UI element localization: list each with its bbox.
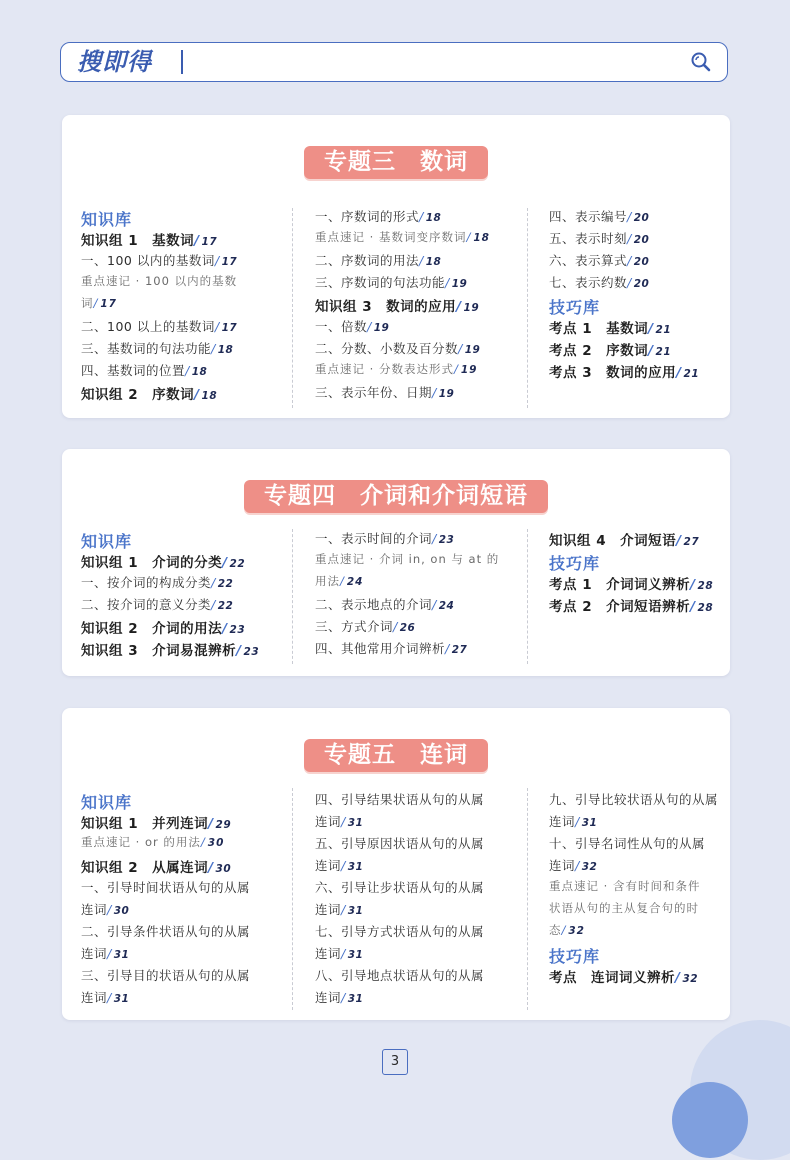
toc-entry[interactable]: [315, 251, 441, 269]
toc-page-number: 23: [438, 534, 455, 546]
toc-group-entry[interactable]: [81, 639, 259, 659]
toc-page-number: 21: [655, 324, 672, 336]
toc-group-entry[interactable]: [81, 856, 231, 876]
page-separator: /: [194, 387, 200, 403]
page-separator: /: [340, 574, 345, 588]
page-separator: /: [575, 858, 580, 873]
toc-entry-text: 用法: [315, 574, 340, 588]
toc-entry[interactable]: [315, 944, 363, 962]
toc-entry-text: 知识组 2 从属连词: [81, 860, 209, 876]
toc-page-number: 19: [464, 344, 481, 356]
toc-page-number: 24: [346, 576, 364, 588]
toc-entry-text: 连词: [315, 902, 342, 917]
toc-entry-text: 三、方式介词: [315, 619, 394, 634]
toc-group-entry[interactable]: [81, 812, 231, 832]
toc-page-number: 18: [201, 390, 218, 402]
toc-entry-text: 技巧库: [549, 554, 601, 573]
page-separator: /: [561, 923, 567, 937]
toc-entry-text: 知识组 1 介词的分类: [81, 555, 223, 571]
toc-entry-text: 重点速记 · 100 以内的基数: [81, 274, 238, 288]
toc-group-entry[interactable]: [549, 339, 671, 359]
toc-entry-text: 考点 2 序数词: [549, 343, 649, 359]
column-divider: [292, 208, 293, 408]
page-separator: /: [675, 970, 681, 986]
page-separator: /: [200, 835, 206, 849]
toc-page-number: 31: [113, 993, 130, 1005]
toc-entry-text: 重点速记 · 基数词变序数词: [315, 230, 467, 244]
toc-entry[interactable]: [549, 229, 649, 247]
decorative-circles: [640, 970, 790, 1160]
toc-group-entry[interactable]: [549, 317, 671, 337]
toc-page-number: 32: [682, 973, 699, 985]
toc-entry-text: 知识库: [81, 532, 133, 551]
toc-page-number: 19: [451, 278, 468, 290]
toc-entry-text: 连词: [315, 858, 342, 873]
page-separator: /: [445, 641, 450, 656]
toc-entry-text: 重点速记 · or 的用法: [81, 835, 201, 849]
page-separator: /: [627, 231, 632, 246]
toc-entry[interactable]: [315, 207, 441, 225]
section-card-numerals: [62, 115, 730, 418]
toc-entry-text: 八、引导地点状语从句的从属: [315, 968, 485, 983]
toc-entry-text: 四、引导结果状语从句的从属: [315, 792, 485, 807]
toc-entry-text: 技巧库: [549, 298, 601, 317]
toc-entry-text: 连词: [315, 990, 342, 1005]
toc-note-entry[interactable]: [315, 361, 477, 377]
toc-note-entry: [549, 900, 699, 916]
toc-entry-text: 连词: [81, 902, 108, 917]
column-divider: [527, 529, 528, 664]
page-separator: /: [627, 209, 632, 224]
toc-entry[interactable]: [315, 317, 389, 335]
toc-entry[interactable]: [315, 988, 363, 1006]
toc-page-number: 31: [581, 817, 598, 829]
toc-note-entry[interactable]: [81, 834, 224, 850]
page-separator: /: [367, 319, 372, 334]
toc-group-entry[interactable]: [81, 551, 245, 571]
section-title: 专题四 介词和介词短语: [244, 480, 548, 513]
toc-entry: [549, 790, 718, 808]
toc-page-number: 30: [215, 863, 232, 875]
column-divider: [527, 208, 528, 408]
page-separator: /: [208, 860, 214, 876]
toc-entry[interactable]: [549, 812, 597, 830]
toc-entry-text: 九、引导比较状语从句的从属: [549, 792, 719, 807]
page-separator: /: [214, 253, 220, 268]
section-heading: [549, 944, 600, 967]
toc-page-number: 28: [697, 580, 714, 592]
toc-entry-text: 二、分数、小数及百分数: [315, 341, 459, 356]
toc-page-number: 17: [201, 236, 218, 248]
page-separator: /: [214, 319, 220, 334]
toc-page-number: 31: [347, 993, 364, 1005]
toc-entry[interactable]: [315, 529, 454, 547]
toc-entry-text: 知识组 1 并列连词: [81, 816, 209, 832]
page-separator: /: [107, 990, 112, 1005]
page-separator: /: [208, 816, 214, 832]
page-separator: /: [648, 343, 654, 359]
toc-page-number: 31: [113, 949, 130, 961]
column-divider: [292, 788, 293, 1010]
toc-entry-text: 考点 1 基数词: [549, 321, 649, 337]
toc-group-entry[interactable]: [315, 295, 479, 315]
page-separator: /: [676, 533, 682, 549]
toc-page-number: 17: [221, 322, 238, 334]
page-separator: /: [419, 209, 424, 224]
toc-page-number: 22: [217, 578, 234, 590]
toc-entry-text: 考点 3 数词的应用: [549, 365, 677, 381]
toc-note-entry: [315, 551, 499, 567]
toc-entry-text: 重点速记 · 分数表达形式: [315, 362, 454, 376]
toc-note-entry[interactable]: [315, 573, 364, 589]
toc-entry-text: 五、引导原因状语从句的从属: [315, 836, 485, 851]
toc-page-number: 30: [207, 837, 225, 849]
section-card-conjunctions: [62, 708, 730, 1020]
toc-entry-text: 知识组 4 介词短语: [549, 533, 677, 549]
section-heading: [81, 790, 132, 813]
toc-page-number: 32: [568, 925, 585, 937]
toc-page-number: 18: [425, 256, 442, 268]
toc-entry[interactable]: [315, 812, 363, 830]
toc-entry[interactable]: [81, 251, 237, 269]
toc-entry-text: 六、表示算式: [549, 253, 628, 268]
page-number: 3: [382, 1049, 408, 1075]
toc-page-number: 17: [100, 298, 117, 310]
section-heading: [81, 529, 132, 552]
toc-entry-text: 知识组 3 数词的应用: [315, 299, 457, 315]
page-separator: /: [627, 253, 632, 268]
toc-entry-text: 知识库: [81, 793, 133, 812]
toc-page-number: 20: [633, 256, 650, 268]
page-separator: /: [341, 858, 346, 873]
toc-entry-text: 考点 1 介词词义辨析: [549, 577, 691, 593]
toc-page-number: 31: [347, 861, 364, 873]
toc-group-entry[interactable]: [549, 573, 713, 593]
toc-page-number: 26: [399, 622, 416, 634]
toc-page-number: 17: [221, 256, 238, 268]
toc-group-entry[interactable]: [549, 595, 713, 615]
toc-entry-text: 十、引导名词性从句的从属: [549, 836, 706, 851]
toc-group-entry[interactable]: [81, 617, 245, 637]
toc-entry-text: 连词: [549, 814, 576, 829]
toc-entry[interactable]: [81, 339, 233, 357]
toc-entry-text: 二、按介词的意义分类: [81, 597, 212, 612]
page-separator: /: [341, 946, 346, 961]
page-separator: /: [107, 902, 112, 917]
toc-page-number: 18: [473, 232, 490, 244]
toc-page-number: 30: [113, 905, 130, 917]
toc-entry[interactable]: [315, 617, 415, 635]
page-separator: /: [222, 621, 228, 637]
page-separator: /: [432, 531, 437, 546]
toc-page-number: 22: [229, 558, 246, 570]
search-cursor: [181, 50, 183, 74]
page-separator: /: [211, 341, 216, 356]
toc-page-number: 18: [217, 344, 234, 356]
section-card-prepositions: [62, 449, 730, 676]
page-separator: /: [458, 341, 463, 356]
toc-group-entry[interactable]: [549, 361, 699, 381]
toc-entry[interactable]: [315, 383, 454, 401]
search-icon[interactable]: [689, 50, 713, 74]
search-bar[interactable]: [60, 42, 728, 82]
page-separator: /: [445, 275, 450, 290]
toc-page-number: 20: [633, 278, 650, 290]
toc-entry[interactable]: [81, 317, 237, 335]
page-separator: /: [393, 619, 398, 634]
toc-entry[interactable]: [315, 900, 363, 918]
toc-entry[interactable]: [315, 639, 467, 657]
toc-page-number: 19: [438, 388, 455, 400]
toc-entry[interactable]: [315, 339, 480, 357]
toc-note-entry[interactable]: [81, 295, 117, 311]
toc-page-number: 31: [347, 817, 364, 829]
toc-note-entry: [81, 273, 237, 289]
toc-page-number: 20: [633, 212, 650, 224]
toc-entry[interactable]: [81, 900, 129, 918]
toc-page-number: 23: [243, 646, 260, 658]
toc-entry-text: 知识组 2 介词的用法: [81, 621, 223, 637]
page-separator: /: [432, 385, 437, 400]
toc-entry[interactable]: [81, 595, 233, 613]
page-separator: /: [575, 814, 580, 829]
page-separator: /: [453, 362, 459, 376]
toc-page-number: 27: [451, 644, 468, 656]
page-separator: /: [456, 299, 462, 315]
toc-group-entry[interactable]: [81, 383, 217, 403]
page-separator: /: [211, 597, 216, 612]
page-separator: /: [690, 599, 696, 615]
page-separator: /: [341, 990, 346, 1005]
toc-entry-text: 知识组 2 序数词: [81, 387, 195, 403]
toc-entry-text: 连词: [81, 946, 108, 961]
page-separator: /: [185, 363, 190, 378]
toc-entry: [81, 922, 250, 940]
toc-page-number: 20: [633, 234, 650, 246]
toc-entry-text: 一、引导时间状语从句的从属: [81, 880, 251, 895]
search-title: 搜即得: [77, 48, 152, 76]
toc-group-entry[interactable]: [81, 229, 217, 249]
toc-entry[interactable]: [315, 856, 363, 874]
toc-entry: [549, 834, 705, 852]
toc-entry: [315, 834, 484, 852]
toc-entry-text: 一、按介词的构成分类: [81, 575, 212, 590]
toc-entry-text: 一、100 以内的基数词: [81, 253, 215, 268]
toc-entry-text: 二、100 以上的基数词: [81, 319, 215, 334]
page-separator: /: [93, 296, 99, 310]
toc-entry-text: 知识组 1 基数词: [81, 233, 195, 249]
toc-entry[interactable]: [549, 251, 649, 269]
toc-note-entry[interactable]: [315, 229, 490, 245]
toc-entry-text: 连词: [81, 990, 108, 1005]
toc-entry-text: 一、表示时间的介词: [315, 531, 433, 546]
toc-entry[interactable]: [549, 207, 649, 225]
page-separator: /: [236, 643, 242, 659]
section-heading: [81, 207, 132, 230]
toc-page-number: 19: [460, 364, 478, 376]
page-separator: /: [676, 365, 682, 381]
toc-entry-text: 三、序数词的句法功能: [315, 275, 446, 290]
toc-page-number: 19: [463, 302, 480, 314]
toc-entry[interactable]: [315, 273, 467, 291]
toc-entry: [315, 922, 484, 940]
toc-entry-text: 六、引导让步状语从句的从属: [315, 880, 485, 895]
toc-page-number: 27: [683, 536, 700, 548]
toc-entry-text: 知识库: [81, 210, 133, 229]
toc-entry-text: 七、引导方式状语从句的从属: [315, 924, 485, 939]
toc-entry-text: 三、表示年份、日期: [315, 385, 433, 400]
toc-entry-text: 一、倍数: [315, 319, 368, 334]
toc-entry[interactable]: [81, 361, 207, 379]
toc-group-entry[interactable]: [549, 529, 699, 549]
toc-entry[interactable]: [81, 988, 129, 1006]
toc-entry[interactable]: [81, 944, 129, 962]
toc-entry: [81, 966, 250, 984]
toc-entry-text: 七、表示约数: [549, 275, 628, 290]
toc-page-number: 23: [229, 624, 246, 636]
toc-page-number: 19: [373, 322, 390, 334]
toc-entry[interactable]: [315, 595, 454, 613]
toc-entry-text: 技巧库: [549, 947, 601, 966]
toc-entry-text: 二、序数词的用法: [315, 253, 420, 268]
toc-entry-text: 三、引导目的状语从句的从属: [81, 968, 251, 983]
section-title: 专题三 数词: [304, 146, 488, 179]
section-heading: [549, 551, 600, 574]
toc-page-number: 28: [697, 602, 714, 614]
toc-page-number: 22: [217, 600, 234, 612]
toc-page-number: 31: [347, 905, 364, 917]
page-separator: /: [690, 577, 696, 593]
toc-page-number: 21: [655, 346, 672, 358]
section-heading: [549, 295, 600, 318]
toc-entry-text: 状语从句的主从复合句的时: [549, 901, 699, 915]
toc-page-number: 29: [215, 819, 232, 831]
toc-page-number: 31: [347, 949, 364, 961]
toc-entry[interactable]: [549, 856, 597, 874]
toc-note-entry: [549, 878, 700, 894]
column-divider: [292, 529, 293, 664]
toc-entry[interactable]: [549, 273, 649, 291]
page-separator: /: [432, 597, 437, 612]
toc-page-number: 32: [581, 861, 598, 873]
page-separator: /: [222, 555, 228, 571]
toc-entry-text: 重点速记 · 介词 in, on 与 at 的: [315, 552, 500, 566]
toc-entry-text: 二、表示地点的介词: [315, 597, 433, 612]
toc-entry-text: 五、表示时刻: [549, 231, 628, 246]
toc-page-number: 18: [425, 212, 442, 224]
page-separator: /: [341, 814, 346, 829]
toc-entry-text: 四、基数词的位置: [81, 363, 186, 378]
toc-entry: [315, 966, 484, 984]
page-separator: /: [107, 946, 112, 961]
page-separator: /: [194, 233, 200, 249]
page-separator: /: [419, 253, 424, 268]
toc-page-number: 21: [683, 368, 700, 380]
column-divider: [527, 788, 528, 1010]
section-title: 专题五 连词: [304, 739, 488, 772]
toc-entry-text: 三、基数词的句法功能: [81, 341, 212, 356]
toc-entry[interactable]: [81, 573, 233, 591]
toc-page-number: 24: [438, 600, 455, 612]
toc-entry-text: 一、序数词的形式: [315, 209, 420, 224]
toc-entry-text: 四、表示编号: [549, 209, 628, 224]
page-separator: /: [466, 230, 472, 244]
toc-entry-text: 考点 2 介词短语辨析: [549, 599, 691, 615]
toc-entry-text: 词: [81, 296, 94, 310]
toc-entry: [315, 790, 484, 808]
toc-entry-text: 二、引导条件状语从句的从属: [81, 924, 251, 939]
toc-entry: [81, 878, 250, 896]
toc-entry-text: 考点 连词词义辨析: [549, 970, 675, 986]
toc-entry-text: 连词: [315, 946, 342, 961]
page-separator: /: [648, 321, 654, 337]
page-separator: /: [341, 902, 346, 917]
toc-entry-text: 态: [549, 923, 562, 937]
toc-entry-text: 知识组 3 介词易混辨析: [81, 643, 237, 659]
toc-entry: [315, 878, 484, 896]
toc-entry-text: 重点速记 · 含有时间和条件: [549, 879, 701, 893]
page-separator: /: [211, 575, 216, 590]
toc-page-number: 18: [191, 366, 208, 378]
page-separator: /: [627, 275, 632, 290]
toc-entry-text: 四、其他常用介词辨析: [315, 641, 446, 656]
toc-note-entry[interactable]: [549, 922, 585, 938]
toc-entry-text: 连词: [315, 814, 342, 829]
toc-entry-text: 连词: [549, 858, 576, 873]
